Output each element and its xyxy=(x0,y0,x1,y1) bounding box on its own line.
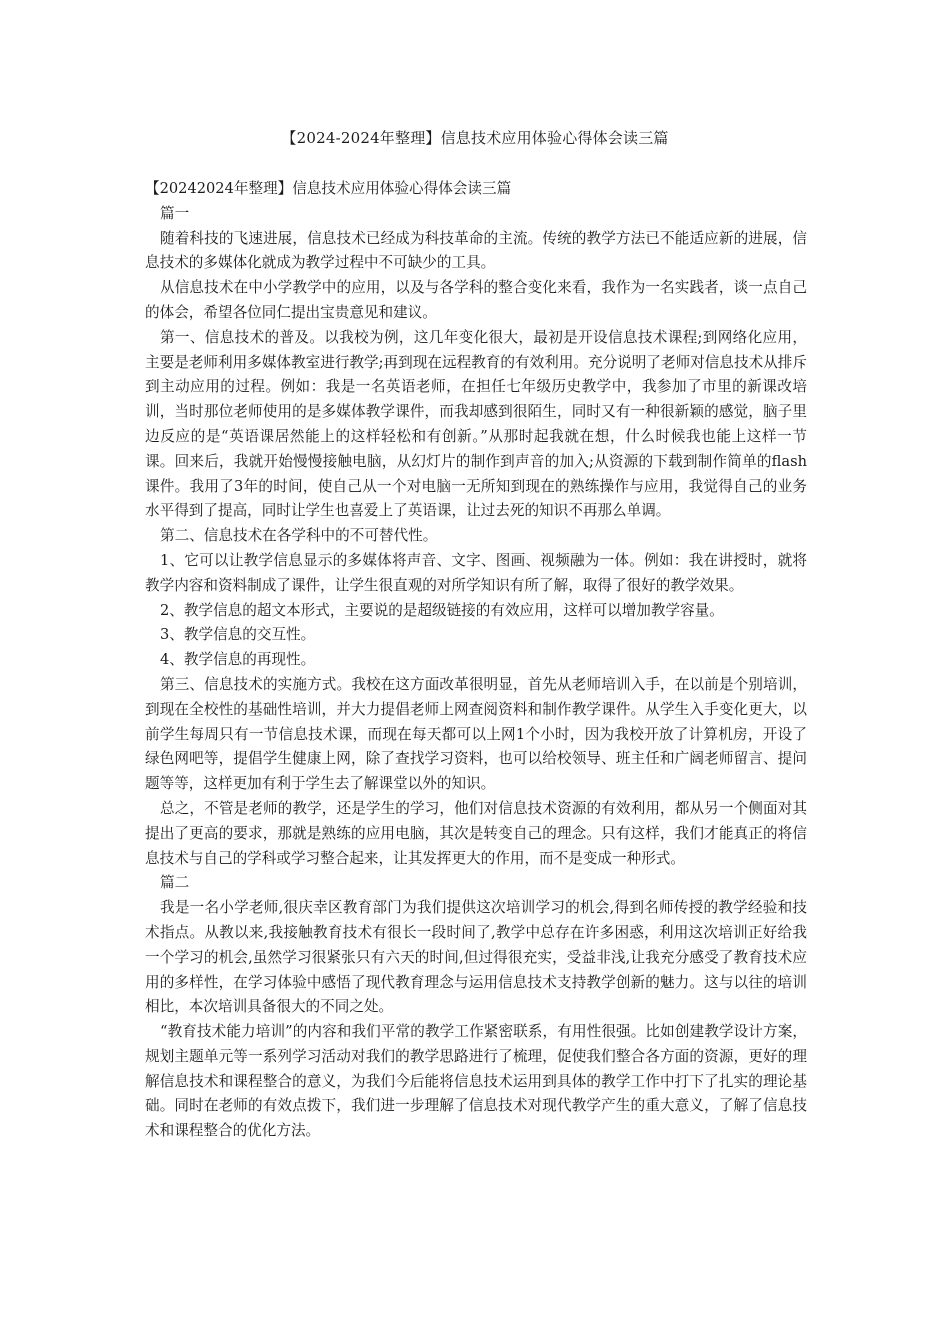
paragraph: “教育技术能力培训”的内容和我们平常的教学工作紧密联系，有用性很强。比如创建教学设计方案，规划主题单元等一系列学习活动对我们的教学思路进行了梳理，促使我们整合各方面的资源，更好的理解信息技术和课程整合的意义，为我们今后能将信息技术运用到具体的教学工作中打下了扎实的理论基础。同时在老师的有效点拨下，我们进一步理解了信息技术对现代教学产生的重大意义，了解了信息技术和课程整合的优化方法。 xyxy=(145,1023,807,1140)
paragraph: 3、教学信息的交互性。 xyxy=(160,626,316,644)
document-subtitle: 【20242024年整理】信息技术应用体验心得体会读三篇 xyxy=(145,180,512,197)
document-body xyxy=(145,177,807,1144)
paragraph: 第一、信息技术的普及。以我校为例，这几年变化很大，最初是开设信息技术课程;到网络化应用，主要是老师利用多媒体教室进行教学;再到现在远程教育的有效利用。充分说明了老师对信息技术从排斥到主动应用的过程。例如：我是一名英语老师，在担任七年级历史教学中，我参加了市里的新课改培训，当时那位老师使用的是多媒体教学课件，而我却感到很陌生，同时又有一种很新颖的感觉，脑子里边反应的是“英语课居然能上的这样轻松和有创新。”从那时起我就在想，什么时候我也能上这样一节课。回来后，我就开始慢慢接触电脑，从幻灯片的制作到声音的加入;从资源的下载到制作简单的flash课件。我用了3年的时间，使自己从一个对电脑一无所知到现在的熟练操作与应用，我觉得自己的业务水平得到了提高，同时让学生也喜爱上了英语课，让过去死的知识不再那么单调。 xyxy=(145,328,807,520)
paragraph: 从信息技术在中小学教学中的应用，以及与各学科的整合变化来看，我作为一名实践者，谈一点自己的体会，希望各位同仁提出宝贵意见和建议。 xyxy=(145,279,807,321)
paragraph: 2、教学信息的超文本形式，主要说的是超级链接的有效应用，这样可以增加教学容量。 xyxy=(160,601,724,619)
paragraph: 第二、信息技术在各学科中的不可替代性。 xyxy=(160,527,438,545)
document-title: 【2024-2024年整理】信息技术应用体验心得体会读三篇 xyxy=(281,129,669,147)
section-heading-part-one: 篇一 xyxy=(160,204,190,222)
paragraph: 我是一名小学老师,很庆幸区教育部门为我们提供这次培训学习的机会,得到名师传授的教学经验和技术指点。从教以来,我接触教育技术有很长一段时间了,教学中总存在许多困惑，利用这次培训正好给我一个学习的机会,虽然学习很紧张只有六天的时间,但过得很充实，受益非浅,让我充分感受了教育技术应用的多样性，在学习体验中感悟了现代教育理念与运用信息技术支持教学创新的魅力。这与以往的培训相比，本次培训具备很大的不同之处。 xyxy=(145,899,807,1016)
paragraph: 随着科技的飞速进展，信息技术已经成为科技革命的主流。传统的教学方法已不能适应新的进展，信息技术的多媒体化就成为教学过程中不可缺少的工具。 xyxy=(145,229,807,272)
paragraph: 第三、信息技术的实施方式。我校在这方面改革很明显，首先从老师培训入手，在以前是个别培训，到现在全校性的基础性培训，并大力提倡老师上网查阅资料和制作教学课件。从学生入手变化更大，以前学生每周只有一节信息技术课，而现在每天都可以上网1个小时，因为我校开放了计算机房，开设了绿色网吧等，提倡学生健康上网，除了查找学习资料，也可以给校领导、班主任和广阔老师留言、提问题等等，这样更加有利于学生去了解课堂以外的知识。 xyxy=(145,675,807,793)
paragraph: 4、教学信息的再现性。 xyxy=(160,651,316,669)
paragraph: 1、它可以让教学信息显示的多媒体将声音、文字、图画、视频融为一体。例如：我在讲授时，就将教学内容和资料制成了课件，让学生很直观的对所学知识有所了解，取得了很好的教学效果。 xyxy=(145,551,807,594)
section-heading-part-two: 篇二 xyxy=(160,874,190,892)
paragraph: 总之，不管是老师的教学，还是学生的学习，他们对信息技术资源的有效利用，都从另一个侧面对其提出了更高的要求，那就是熟练的应用电脑，其次是转变自己的理念。只有这样，我们才能真正的将信息技术与自己的学科或学习整合起来，让其发挥更大的作用，而不是变成一种形式。 xyxy=(145,799,807,867)
